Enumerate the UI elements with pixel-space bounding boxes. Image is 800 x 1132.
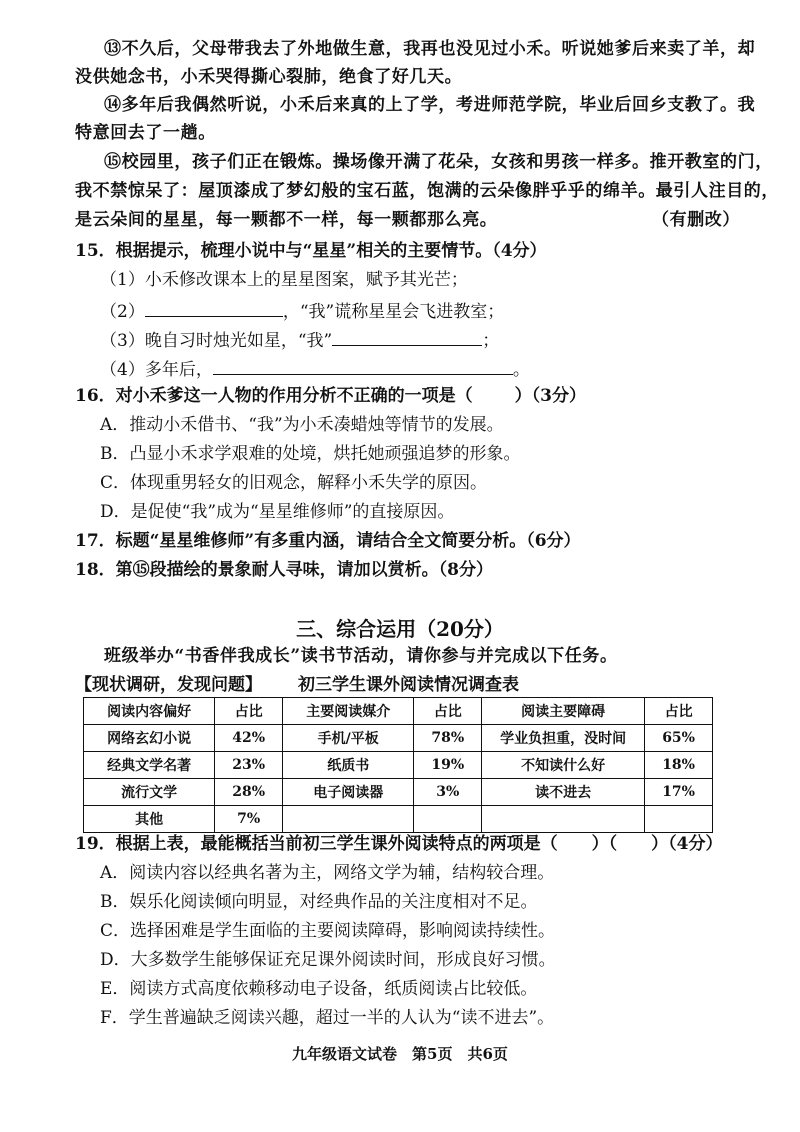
table-row	[84, 806, 713, 833]
passage-p14-line1: ⑭多年后我偶然听说，小禾后来真的上了学，考进师范学院，毕业后回乡支教了。我	[104, 95, 756, 115]
q15-item-2-prefix: （2）	[100, 302, 145, 322]
table-cell: 学业负担重，没时间	[482, 725, 645, 752]
q16-option-d: D．是促使“我”成为“星星维修师”的直接原因。	[100, 502, 455, 522]
q15-answer-blank-4[interactable]	[213, 356, 513, 375]
table-title: 初三学生课外阅读情况调查表	[298, 675, 519, 695]
q15-item-4-prefix: （4）多年后，	[100, 360, 213, 380]
q15-item-3-suffix: ；	[482, 331, 500, 351]
passage-p13-line1: ⑬不久后，父母带我去了外地做生意，我再也没见过小禾。听说她爹后来卖了羊，却	[104, 39, 756, 59]
table-cell	[283, 806, 414, 833]
q15-item-4	[100, 356, 530, 381]
table-cell: 78%	[414, 725, 482, 752]
table-cell: 读不进去	[482, 779, 645, 806]
q19-option-e: E．阅读方式高度依赖移动电子设备，纸质阅读占比较低。	[100, 979, 538, 999]
q19-stem-suffix: ）（4分）	[651, 834, 723, 854]
q16-stem-prefix: 16．对小禾爹这一人物的作用分析不正确的一项是（	[75, 386, 473, 406]
q19-option-c: C．选择困难是学生面临的主要阅读障碍，影响阅读持续性。	[100, 921, 556, 941]
q19-stem-prefix: 19．根据上表，最能概括当前初三学生课外阅读特点的两项是（	[75, 834, 558, 854]
table-cell	[645, 806, 713, 833]
table-cell: 23%	[215, 752, 283, 779]
q15-item-3	[100, 327, 499, 352]
q16-option-b: B．凸显小禾求学艰难的处境，烘托她顽强追梦的形象。	[100, 444, 521, 464]
table-row	[84, 779, 713, 806]
q16-option-a: A．推动小禾借书、“我”为小禾凑蜡烛等情节的发展。	[100, 415, 504, 435]
table-header-cell: 主要阅读媒介	[283, 698, 414, 725]
passage-p15-line1: ⑮校园里，孩子们正在锻炼。操场像开满了花朵，女孩和男孩一样多。推开教室的门，	[104, 152, 773, 172]
table-cell: 17%	[645, 779, 713, 806]
table-cell: 经典文学名著	[84, 752, 215, 779]
q19-option-d: D．大多数学生能够保证充足课外阅读时间，形成良好习惯。	[100, 950, 556, 970]
table-cell: 3%	[414, 779, 482, 806]
q19-option-f: F．学生普遍缺乏阅读兴趣，超过一半的人认为“读不进去”。	[100, 1008, 555, 1028]
passage-p13-line2: 没供她念书，小禾哭得撕心裂肺，绝食了好几天。	[75, 67, 463, 87]
table-header-cell: 阅读主要障碍	[482, 698, 645, 725]
table-header-cell: 占比	[645, 698, 713, 725]
table-cell: 网络玄幻小说	[84, 725, 215, 752]
table-header-row	[84, 698, 713, 725]
section-3-intro: 班级举办“书香伴我成长”读书节活动，请你参与并完成以下任务。	[104, 646, 618, 666]
section-3-title: 三、综合运用（20分）	[296, 617, 504, 641]
table-cell: 流行文学	[84, 779, 215, 806]
table-row	[84, 725, 713, 752]
table-header-cell: 占比	[215, 698, 283, 725]
passage-p15-line2: 我不禁惊呆了：屋顶漆成了梦幻般的宝石蓝，饱满的云朵像胖乎乎的绵羊。最引人注目的，	[75, 181, 779, 201]
q16-stem-suffix: ）（3分）	[514, 386, 586, 406]
q19-option-a: A．阅读内容以经典名著为主，网络文学为辅，结构较合理。	[100, 863, 555, 883]
q15-item-3-prefix: （3）晚自习时烛光如星，“我”	[100, 331, 333, 351]
table-cell: 电子阅读器	[283, 779, 414, 806]
reading-survey-table	[83, 697, 713, 833]
table-row	[84, 752, 713, 779]
q15-answer-blank-3[interactable]	[332, 327, 482, 346]
q19-stem-mid: ）（	[591, 834, 618, 854]
table-cell: 65%	[645, 725, 713, 752]
table-cell: 7%	[215, 806, 283, 833]
revised-note: （有删改）	[652, 210, 740, 230]
question-16	[75, 385, 586, 407]
question-19	[75, 833, 723, 855]
table-cell: 纸质书	[283, 752, 414, 779]
table-header-cell: 阅读内容偏好	[84, 698, 215, 725]
question-18: 18．第⑮段描绘的景象耐人寻味，请加以赏析。（8分）	[75, 560, 493, 580]
table-cell: 18%	[645, 752, 713, 779]
table-cell: 手机/平板	[283, 725, 414, 752]
q15-answer-blank-2[interactable]	[145, 298, 283, 317]
table-header-cell: 占比	[414, 698, 482, 725]
q15-item-2-suffix: ，“我”谎称星星会飞进教室；	[282, 302, 505, 322]
q15-item-2	[100, 298, 504, 323]
q16-option-c: C．体现重男轻女的旧观念，解释小禾失学的原因。	[100, 473, 488, 493]
passage-p14-line2: 特意回去了一趟。	[75, 123, 216, 143]
q19-option-b: B．娱乐化阅读倾向明显，对经典作品的关注度相对不足。	[100, 892, 538, 912]
q15-item-1: （1）小禾修改课本上的星星图案，赋予其光芒；	[100, 270, 468, 290]
page-footer: 九年级语文试卷 第5页 共6页	[292, 1045, 508, 1063]
question-17: 17．标题“星星维修师”有多重内涵，请结合全文简要分析。（6分）	[75, 531, 581, 551]
table-cell: 其他	[84, 806, 215, 833]
table-cell: 19%	[414, 752, 482, 779]
table-cell: 28%	[215, 779, 283, 806]
passage-p15-line3: 是云朵间的星星，每一颗都不一样，每一颗都那么亮。	[75, 210, 498, 230]
task-label: 【现状调研，发现问题】	[75, 675, 262, 695]
question-15: 15．根据提示，梳理小说中与“星星”相关的主要情节。（4分）	[75, 241, 547, 261]
table-cell: 42%	[215, 725, 283, 752]
table-cell	[482, 806, 645, 833]
table-cell: 不知读什么好	[482, 752, 645, 779]
table-cell	[414, 806, 482, 833]
q15-item-4-suffix: 。	[512, 360, 530, 380]
